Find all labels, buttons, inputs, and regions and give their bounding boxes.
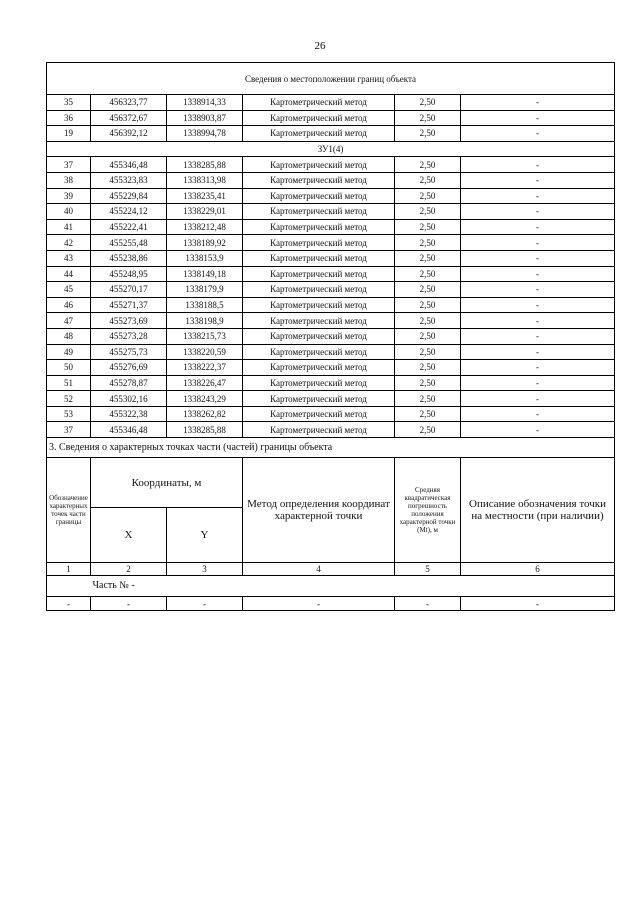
method: Картометрический метод: [243, 266, 395, 282]
table-row: [47, 126, 615, 142]
method: Картометрический метод: [243, 297, 395, 313]
accuracy: 2,50: [395, 360, 461, 376]
coord-x: 455322,38: [91, 406, 167, 422]
point-number: 37: [47, 157, 91, 173]
method: Картометрический метод: [243, 157, 395, 173]
dash-cell: -: [167, 597, 243, 611]
description: -: [461, 297, 615, 313]
coord-x: 455275,73: [91, 344, 167, 360]
description: -: [461, 126, 615, 142]
table-row: [47, 219, 615, 235]
description: -: [461, 313, 615, 329]
accuracy: 2,50: [395, 235, 461, 251]
boundary-table: [46, 62, 615, 611]
column-number: 5: [395, 563, 461, 576]
point-number: 39: [47, 188, 91, 204]
accuracy: 2,50: [395, 219, 461, 235]
table-row: [47, 157, 615, 173]
method: Картометрический метод: [243, 126, 395, 142]
coord-x: 455270,17: [91, 282, 167, 298]
method: Картометрический метод: [243, 172, 395, 188]
accuracy: 2,50: [395, 391, 461, 407]
description: -: [461, 157, 615, 173]
method: Картометрический метод: [243, 219, 395, 235]
point-number: 43: [47, 250, 91, 266]
coord-y: 1338226,47: [167, 375, 243, 391]
method: Картометрический метод: [243, 344, 395, 360]
point-number: 37: [47, 422, 91, 438]
description: -: [461, 328, 615, 344]
table-row: [47, 250, 615, 266]
dash-cell: -: [461, 597, 615, 611]
coord-y: 1338222,37: [167, 360, 243, 376]
coord-y: 1338243,29: [167, 391, 243, 407]
table-row: [47, 282, 615, 298]
coord-x: 456372,67: [91, 110, 167, 126]
table-row: [47, 375, 615, 391]
section3-header-row: [47, 458, 615, 508]
description: -: [461, 282, 615, 298]
section3-title: 3. Сведения о характерных точках части (частей) границы объекта: [47, 438, 615, 458]
method: Картометрический метод: [243, 406, 395, 422]
coord-y: 1338914,33: [167, 95, 243, 111]
column-number: 6: [461, 563, 615, 576]
coord-x: 455248,95: [91, 266, 167, 282]
header-description: Описание обозначения точки на местности (при наличии): [461, 458, 615, 563]
accuracy: 2,50: [395, 110, 461, 126]
header-point: Обозначение характерных точек части границы: [47, 458, 91, 563]
table-row: [47, 328, 615, 344]
table-row: [47, 313, 615, 329]
table-row: [47, 422, 615, 438]
coord-x: 455346,48: [91, 157, 167, 173]
point-number: 48: [47, 328, 91, 344]
coord-y: 1338313,98: [167, 172, 243, 188]
method: Картометрический метод: [243, 95, 395, 111]
header-y: Y: [167, 508, 243, 563]
coord-x: 455238,86: [91, 250, 167, 266]
accuracy: 2,50: [395, 406, 461, 422]
part-label: Часть № -: [91, 576, 243, 597]
description: -: [461, 219, 615, 235]
coord-x: 455255,48: [91, 235, 167, 251]
table-row: [47, 266, 615, 282]
coord-y: 1338153,9: [167, 250, 243, 266]
dash-cell: -: [243, 597, 395, 611]
dash-cell: -: [47, 597, 91, 611]
accuracy: 2,50: [395, 313, 461, 329]
description: -: [461, 266, 615, 282]
point-number: 46: [47, 297, 91, 313]
point-number: 50: [47, 360, 91, 376]
method: Картометрический метод: [243, 204, 395, 220]
table-row: [47, 344, 615, 360]
coord-y: 1338198,9: [167, 313, 243, 329]
accuracy: 2,50: [395, 422, 461, 438]
table-row: [47, 235, 615, 251]
method: Картометрический метод: [243, 375, 395, 391]
header-method: Метод определения координат характерной точки: [243, 458, 395, 563]
accuracy: 2,50: [395, 328, 461, 344]
coord-x: 455323,83: [91, 172, 167, 188]
header-accuracy: Средняя квадратическая погрешность положения характерной точки (Мt), м: [395, 458, 461, 563]
table-title: Сведения о местоположении границ объекта: [47, 63, 615, 95]
method: Картометрический метод: [243, 391, 395, 407]
accuracy: 2,50: [395, 250, 461, 266]
coord-x: 455229,84: [91, 188, 167, 204]
coord-x: 455271,37: [91, 297, 167, 313]
table-row: [47, 360, 615, 376]
accuracy: 2,50: [395, 126, 461, 142]
coord-x: 456392,12: [91, 126, 167, 142]
coord-x: 455273,69: [91, 313, 167, 329]
coord-x: 455273,28: [91, 328, 167, 344]
point-number: 47: [47, 313, 91, 329]
coord-x: 455222,41: [91, 219, 167, 235]
point-number: 44: [47, 266, 91, 282]
header-coords: Координаты, м: [91, 458, 243, 508]
accuracy: 2,50: [395, 282, 461, 298]
accuracy: 2,50: [395, 375, 461, 391]
point-number: 42: [47, 235, 91, 251]
table-row: [47, 110, 615, 126]
column-number: 1: [47, 563, 91, 576]
description: -: [461, 391, 615, 407]
coord-y: 1338188,5: [167, 297, 243, 313]
accuracy: 2,50: [395, 297, 461, 313]
table-title-row: [47, 63, 615, 95]
description: -: [461, 95, 615, 111]
coord-y: 1338149,18: [167, 266, 243, 282]
description: -: [461, 250, 615, 266]
part-dash-row: [47, 597, 615, 611]
coord-x: 455224,12: [91, 204, 167, 220]
point-number: 41: [47, 219, 91, 235]
part-row: [47, 576, 615, 597]
point-number: 36: [47, 110, 91, 126]
column-number: 4: [243, 563, 395, 576]
method: Картометрический метод: [243, 360, 395, 376]
accuracy: 2,50: [395, 157, 461, 173]
description: -: [461, 422, 615, 438]
description: -: [461, 235, 615, 251]
description: -: [461, 406, 615, 422]
method: Картометрический метод: [243, 110, 395, 126]
coord-y: 1338229,01: [167, 204, 243, 220]
point-number: 49: [47, 344, 91, 360]
accuracy: 2,50: [395, 95, 461, 111]
coord-x: 455346,48: [91, 422, 167, 438]
description: -: [461, 360, 615, 376]
description: -: [461, 375, 615, 391]
table-row: [47, 204, 615, 220]
point-number: 53: [47, 406, 91, 422]
header-x: X: [91, 508, 167, 563]
group-label-row: [47, 141, 615, 157]
coord-y: 1338285,88: [167, 422, 243, 438]
method: Картометрический метод: [243, 282, 395, 298]
table-row: [47, 188, 615, 204]
table-row: [47, 172, 615, 188]
coord-y: 1338179,9: [167, 282, 243, 298]
method: Картометрический метод: [243, 328, 395, 344]
accuracy: 2,50: [395, 204, 461, 220]
method: Картометрический метод: [243, 235, 395, 251]
page-number: 26: [314, 40, 326, 52]
point-number: 52: [47, 391, 91, 407]
point-number: 40: [47, 204, 91, 220]
accuracy: 2,50: [395, 188, 461, 204]
coord-x: 455302,16: [91, 391, 167, 407]
point-number: 45: [47, 282, 91, 298]
coord-y: 1338189,92: [167, 235, 243, 251]
method: Картометрический метод: [243, 313, 395, 329]
table-row: [47, 391, 615, 407]
method: Картометрический метод: [243, 422, 395, 438]
table-row: [47, 297, 615, 313]
description: -: [461, 110, 615, 126]
description: -: [461, 204, 615, 220]
dash-cell: -: [91, 597, 167, 611]
coord-x: 455276,69: [91, 360, 167, 376]
accuracy: 2,50: [395, 172, 461, 188]
coord-y: 1338994,78: [167, 126, 243, 142]
column-number-row: [47, 563, 615, 576]
point-number: 38: [47, 172, 91, 188]
group-label: ЗУ1(4): [47, 141, 615, 157]
table-row: [47, 406, 615, 422]
coord-y: 1338215,73: [167, 328, 243, 344]
dash-cell: -: [395, 597, 461, 611]
accuracy: 2,50: [395, 344, 461, 360]
coord-y: 1338220,59: [167, 344, 243, 360]
method: Картометрический метод: [243, 188, 395, 204]
description: -: [461, 188, 615, 204]
accuracy: 2,50: [395, 266, 461, 282]
table-row: [47, 95, 615, 111]
section3-title-row: [47, 438, 615, 458]
coord-y: 1338903,87: [167, 110, 243, 126]
coord-y: 1338285,88: [167, 157, 243, 173]
coord-x: 456323,77: [91, 95, 167, 111]
point-number: 51: [47, 375, 91, 391]
method: Картометрический метод: [243, 250, 395, 266]
column-number: 2: [91, 563, 167, 576]
point-number: 35: [47, 95, 91, 111]
description: -: [461, 344, 615, 360]
column-number: 3: [167, 563, 243, 576]
coord-y: 1338262,82: [167, 406, 243, 422]
coord-x: 455278,87: [91, 375, 167, 391]
description: -: [461, 172, 615, 188]
coord-y: 1338235,41: [167, 188, 243, 204]
coord-y: 1338212,48: [167, 219, 243, 235]
point-number: 19: [47, 126, 91, 142]
